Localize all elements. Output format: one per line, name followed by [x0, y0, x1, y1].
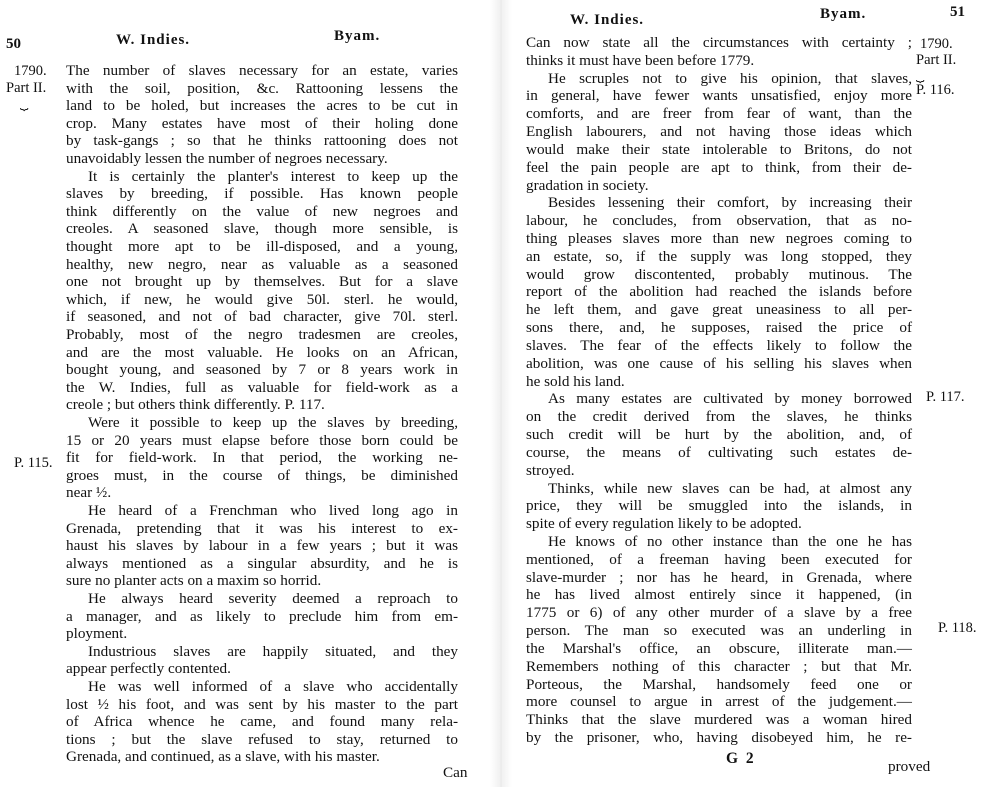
- text-line: tions ; but the slave refused to stay, returned to: [66, 730, 458, 748]
- text-line: thing pleases slaves more than new negroes coming to: [526, 230, 912, 248]
- text-line: which, if new, he would give 50l. sterl. he would,: [66, 290, 458, 308]
- text-line: land to be holed, but increases the acres to be cut in: [66, 97, 458, 115]
- text-line: by the prisoner, who, having disobeyed him, he re-: [526, 728, 912, 746]
- left-margin-part: Part II.: [6, 80, 47, 96]
- text-line: if seasoned, and not of bad character, give 70l. sterl.: [66, 308, 458, 326]
- text-line: thinks it must have been before 1779.: [526, 51, 755, 69]
- text-line: a manager, and as likely to preclude him from em-: [66, 607, 458, 625]
- text-line: person. The man so executed was an underling in: [526, 622, 912, 640]
- text-line: fit for field-work. In that period, the working ne-: [66, 449, 458, 467]
- text-line: abolition, was one cause of his selling his slaves when: [526, 354, 912, 372]
- text-line: 15 or 20 years must elapse before those born could be: [66, 431, 458, 449]
- right-page-number: 51: [950, 4, 965, 20]
- right-running-head-author: Byam.: [820, 6, 867, 22]
- text-line: by task-gangs ; so that he thinks rattooning does not: [66, 132, 458, 150]
- right-page: [522, 0, 1000, 787]
- text-line: stroyed.: [526, 461, 575, 479]
- text-line: near ½.: [66, 484, 112, 502]
- text-line: always mentioned as a singular absurdity, and he is: [66, 554, 458, 572]
- text-line: gradation in society.: [526, 176, 649, 194]
- text-line: He always heard severity deemed a reproach to: [88, 590, 458, 607]
- brace-mark: ⏟: [20, 95, 29, 111]
- left-running-head: W. Indies.: [116, 32, 191, 48]
- text-line: Remembers nothing of this character ; but that Mr.: [526, 657, 912, 675]
- text-line: bought young, and seasoned by 7 or 8 years work in: [66, 361, 458, 379]
- text-line: creoles. A seasoned slave, though more sensible, is: [66, 220, 458, 238]
- text-line: the W. Indies, full as valuable for field-work as a: [66, 378, 458, 396]
- text-line: more counsel to argue in arrest of the judgement.—: [526, 693, 912, 711]
- right-catchword: proved: [888, 758, 931, 775]
- text-line: mentioned, of a freeman having been executed for: [526, 550, 912, 568]
- text-line: English labourers, and not having those ideas which: [526, 123, 912, 141]
- brace-mark: ⏟: [916, 67, 925, 83]
- text-line: comforts, and are freer from fear of want, than the: [526, 105, 912, 123]
- text-line: The number of slaves necessary for an estate, varies: [66, 62, 458, 79]
- text-line: on the credit derived from the slaves, he thinks: [526, 408, 912, 426]
- text-line: slaves by breeding, if possible. Has known people: [66, 185, 458, 203]
- text-line: Grenada, pretending that it was his interest to ex-: [66, 519, 458, 537]
- text-line: price, they will be smuggled into the islands, in: [526, 497, 912, 515]
- text-line: with the soil, position, &c. Rattooning lessens the: [66, 79, 458, 97]
- text-line: haust his slaves by labour in a few years ; but it was: [66, 537, 458, 555]
- text-line: crop. Many estates have most of their holing done: [66, 114, 458, 132]
- right-margin-ref-118: P. 118.: [938, 620, 977, 636]
- left-margin-year: 1790.: [14, 63, 47, 79]
- text-line: in general, have fewer wants unsatisfied, enjoy more: [526, 87, 912, 105]
- text-line: As many estates are cultivated by money borrowed: [548, 390, 912, 408]
- text-line: course, the means of cultivating such estates de-: [526, 443, 912, 461]
- text-line: slave-murder ; nor has he heard, in Grenada, where: [526, 568, 912, 586]
- text-line: He scruples not to give his opinion, that slaves,: [548, 69, 912, 87]
- text-line: groes must, in the course of things, be diminished: [66, 466, 458, 484]
- text-line: Were it possible to keep up the slaves by breeding,: [88, 414, 458, 431]
- text-line: He heard of a Frenchman who lived long ago in: [88, 502, 458, 519]
- text-line: creole ; but others think differently. P. 117.: [66, 396, 325, 414]
- text-line: labour, he concludes, from observation, that as no-: [526, 212, 912, 230]
- left-page: [0, 0, 478, 787]
- right-running-head: W. Indies.: [570, 12, 645, 28]
- text-line: he has lived almost entirely since it happened, (in: [526, 586, 912, 604]
- text-line: Besides lessening their comfort, by increasing their: [548, 194, 912, 212]
- left-margin-ref-115: P. 115.: [14, 455, 53, 471]
- text-line: think differently on the value of new negroes and: [66, 202, 458, 220]
- text-line: of Africa whence he came, and found many rela-: [66, 713, 458, 731]
- text-line: the Marshal's office, an obscure, illiterate man.—: [526, 639, 912, 657]
- text-line: Can now state all the circumstances with certainty ;: [526, 34, 912, 51]
- text-line: ployment.: [66, 625, 128, 643]
- text-line: feel the pain people are apt to think, from their de-: [526, 158, 912, 176]
- text-line: Thinks, while new slaves can be had, at almost any: [548, 479, 912, 497]
- text-line: It is certainly the planter's interest to keep up the: [88, 167, 458, 185]
- text-line: Industrious slaves are happily situated, and they: [88, 642, 458, 660]
- right-margin-part: Part II.: [916, 52, 957, 68]
- text-line: would make their state intolerable to Britons, do not: [526, 140, 912, 158]
- text-line: healthy, new negro, near as valuable as a seasoned: [66, 255, 458, 273]
- text-line: unavoidably lessen the number of negroes necessary.: [66, 150, 388, 167]
- text-line: Grenada, and continued, as a slave, with his master.: [66, 748, 380, 766]
- text-line: sons there, and, he supposes, raised the price of: [526, 319, 912, 337]
- left-page-number: 50: [6, 36, 21, 52]
- text-line: one not brought up by themselves. But for a slave: [66, 273, 458, 291]
- text-line: an estate, so, if the supply was long stopped, they: [526, 247, 912, 265]
- left-running-head-author: Byam.: [334, 28, 381, 44]
- book-gutter: [490, 0, 512, 787]
- text-line: He was well informed of a slave who accidentally: [88, 678, 458, 695]
- right-margin-ref-117: P. 117.: [926, 389, 965, 405]
- text-line: spite of every regulation likely to be adopted.: [526, 515, 802, 533]
- text-line: he sold his land.: [526, 372, 625, 390]
- text-line: thought more apt to be ill-disposed, and a young,: [66, 238, 458, 255]
- text-line: sure no planter acts on a maxim so horrid.: [66, 572, 322, 590]
- right-margin-year: 1790.: [920, 36, 953, 52]
- text-line: would grow discontented, probably mutinous. The: [526, 265, 912, 283]
- text-line: slaves. The fear of the effects likely to follow the: [526, 336, 912, 354]
- left-catchword: Can: [443, 764, 468, 781]
- text-line: Probably, most of the negro tradesmen are creoles,: [66, 326, 458, 343]
- text-line: lost ½ his foot, and was sent by his master to the part: [66, 695, 458, 713]
- text-line: Thinks that the slave murdered was a woman hired: [526, 711, 912, 729]
- text-line: he left them, and gave great uneasiness to all per-: [526, 301, 912, 319]
- text-line: Porteous, the Marshal, handsomely feed one or: [526, 675, 912, 693]
- text-line: appear perfectly contented.: [66, 660, 231, 678]
- text-line: such credit will be hurt by the abolition, and, of: [526, 426, 912, 444]
- right-margin-ref-116: P. 116.: [916, 82, 955, 98]
- text-line: and are the most valuable. He looks on an African,: [66, 343, 458, 361]
- text-line: 1775 or 6) of any other murder of a slave by a free: [526, 604, 912, 622]
- text-line: He knows of no other instance than the one he has: [548, 532, 912, 550]
- text-line: report of the abolition had reached the islands before: [526, 283, 912, 301]
- signature-mark: G 2: [726, 750, 756, 767]
